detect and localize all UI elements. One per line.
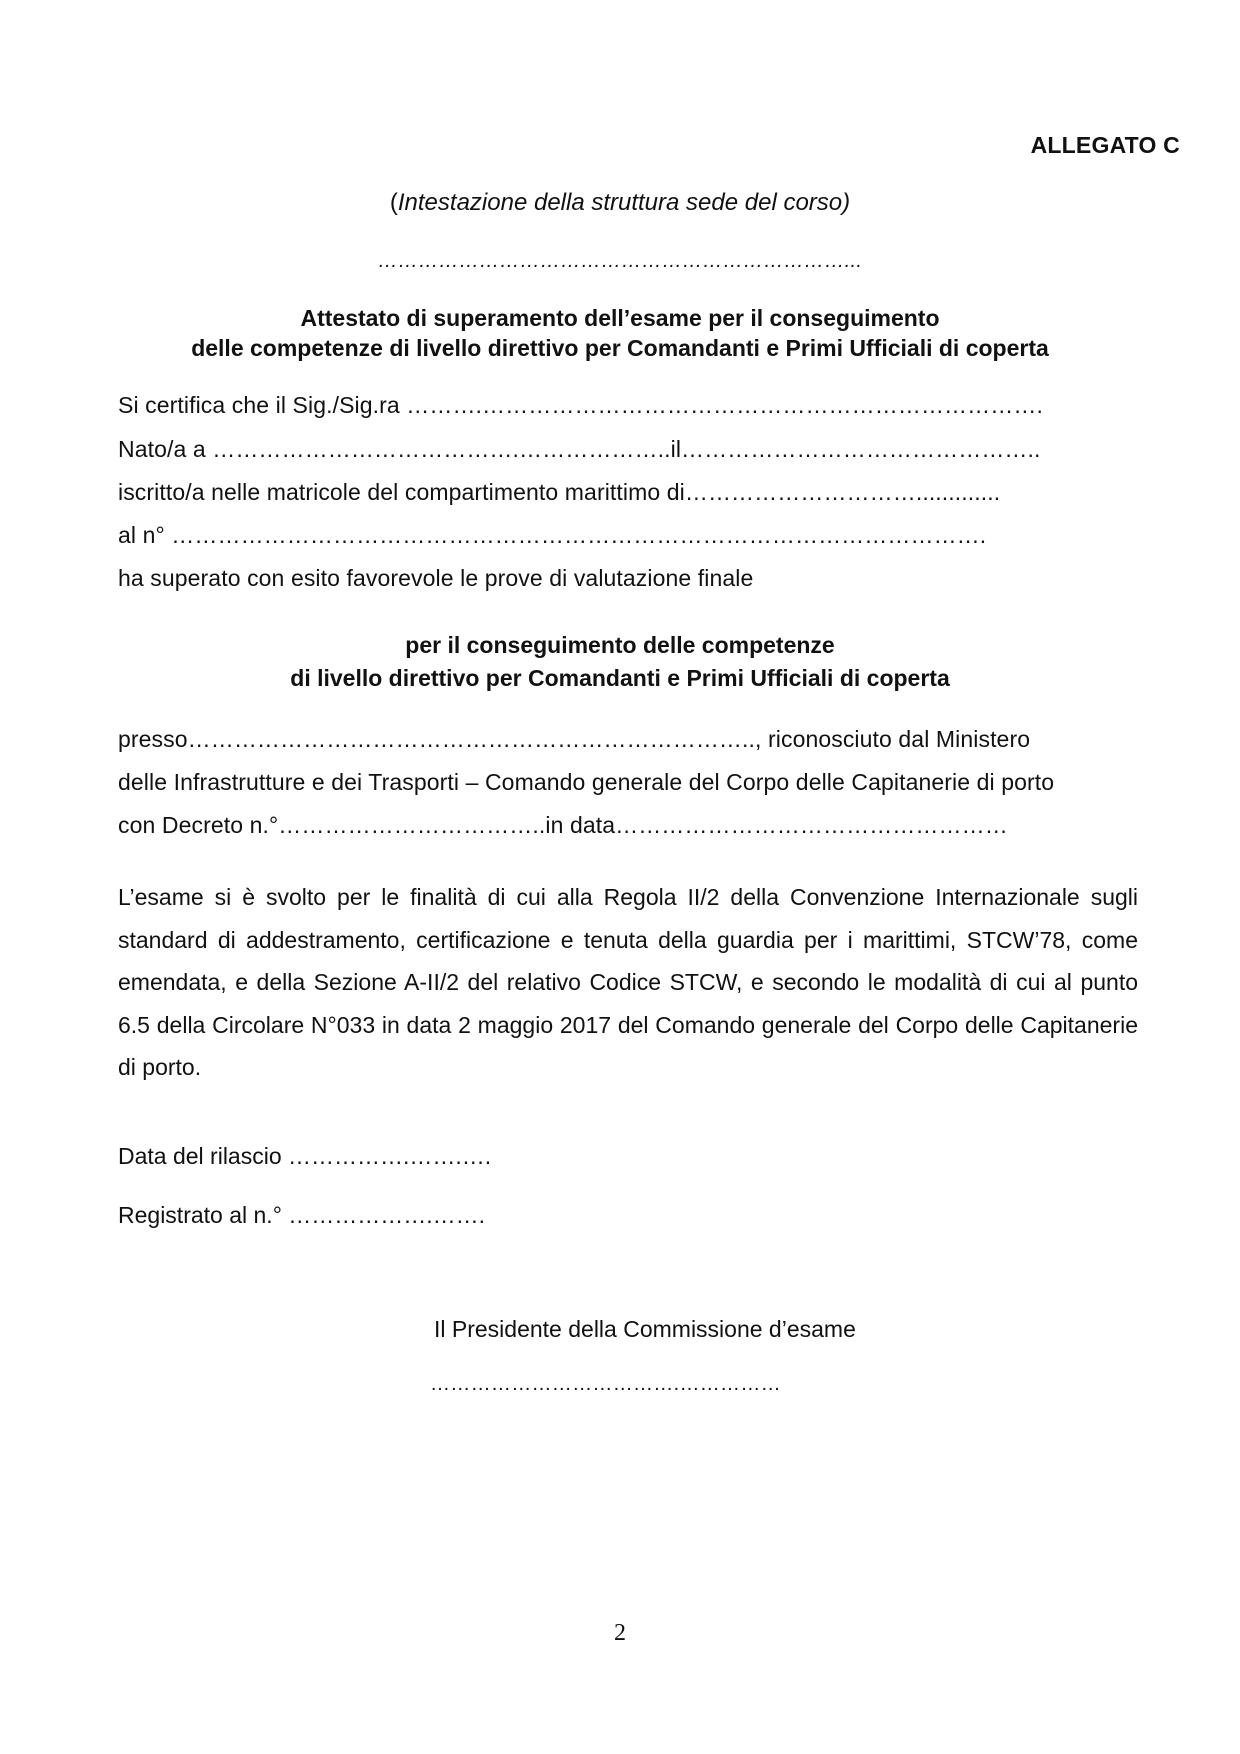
intestazione-open-paren: ( xyxy=(389,189,398,216)
subtitle-line-1: per il conseguimento delle competenze xyxy=(405,632,835,658)
header-dots-line: ……………………………………………………………... xyxy=(377,250,863,272)
allegato-label: ALLEGATO C xyxy=(1030,132,1180,158)
presso-line-1: presso……………………………………………………………….., riconosciuto dal Ministero xyxy=(118,726,1031,752)
presidente-label: Il Presidente della Commissione d’esame xyxy=(434,1316,856,1342)
presso-line-3: con Decreto n.°……………………………..in data…………………………………………… xyxy=(118,812,1008,838)
field-sig: Si certifica che il Sig./Sig.ra ……….………………………………………………………………. xyxy=(118,392,1043,418)
field-nato: Nato/a a ………………………………….………………..il……………………………………….. xyxy=(118,436,1041,462)
subtitle-line-2: di livello direttivo per Comandanti e Primi Ufficiali di coperta xyxy=(290,665,950,691)
field-data-rilascio: Data del rilascio …………….…….…. xyxy=(118,1143,492,1169)
intestazione-placeholder xyxy=(0,189,1240,217)
field-iscritto: iscritto/a nelle matricole del compartimento marittimo di…………………………............. xyxy=(118,479,1001,505)
field-numero: al n° ……………………………………………………………………………………………. xyxy=(118,522,987,548)
field-registrato: Registrato al n.° ……………….……. xyxy=(118,1202,486,1228)
field-superato: ha superato con esito favorevole le prove di valutazione finale xyxy=(118,565,754,591)
intestazione-text: Intestazione della struttura sede del corso) xyxy=(397,189,851,216)
page-number: 2 xyxy=(614,1620,626,1646)
body-paragraph: L’esame si è svolto per le finalità di cui alla Regola II/2 della Convenzione Internazionale sugli standard di addestramento, certificazione e tenuta della guardia per i marittimi, STCW’78, come emendata, e della Sezione A-II/2 del relativo Codice STCW, e secondo le modalità di cui al punto 6.5 della Circolare N°033 in data 2 maggio 2017 del Comando generale del Corpo delle Capitanerie di porto. xyxy=(118,884,1138,1080)
document-title-line-1: Attestato di superamento dell’esame per il conseguimento xyxy=(300,305,940,331)
presso-line-2: delle Infrastrutture e dei Trasporti – Comando generale del Corpo delle Capitanerie di porto xyxy=(118,769,1055,795)
document-title-line-2: delle competenze di livello direttivo per Comandanti e Primi Ufficiali di coperta xyxy=(191,335,1049,361)
signature-dots-line: ……………………………….…………… xyxy=(430,1373,781,1395)
